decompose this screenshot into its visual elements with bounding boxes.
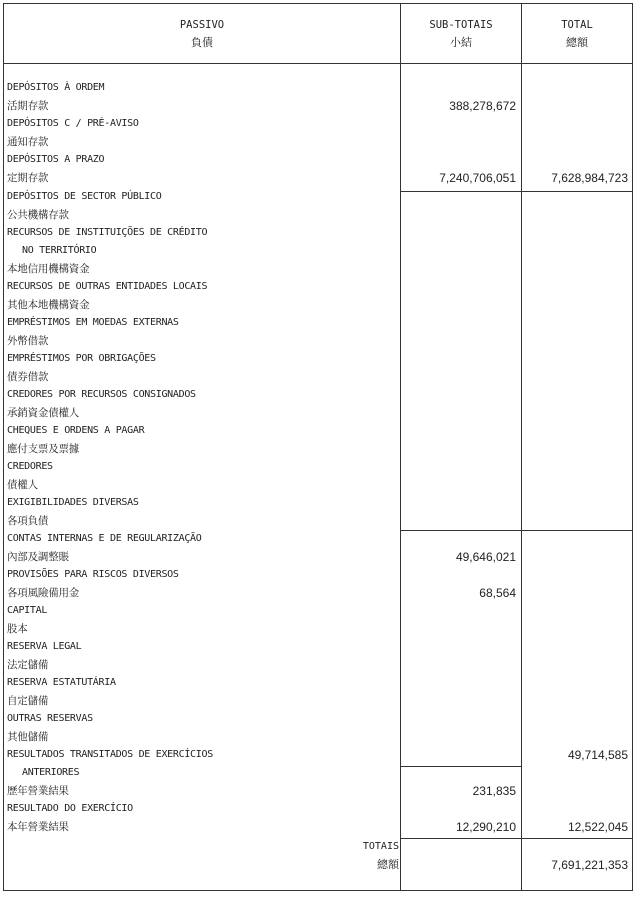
header-total-pt: TOTAL	[561, 18, 593, 31]
label-emprestimos-obrig-cn: 債券借款	[7, 371, 49, 383]
label-reserva-estat-pt: RESERVA ESTATUTÁRIA	[7, 677, 116, 688]
label-resultado-ex-pt: RESULTADO DO EXERCÍCIO	[7, 803, 133, 814]
label-cheques-pt: CHEQUES E ORDENS A PAGAR	[7, 425, 145, 436]
column-divider-1	[400, 4, 401, 890]
label-contas-internas-cn: 內部及調整賬	[7, 551, 69, 563]
header-passivo-pt: PASSIVO	[179, 18, 225, 31]
label-recursos-locais-cn: 其他本地機構資金	[7, 299, 90, 311]
label-reserva-legal-pt: RESERVA LEGAL	[7, 641, 82, 652]
label-provisoes-cn: 各項風險備用金	[7, 587, 80, 599]
label-resultados-trans-cn: 歷年營業結果	[7, 785, 69, 797]
label-outras-res-pt: OUTRAS RESERVAS	[7, 713, 93, 724]
subtotal-provisoes: 68,564	[479, 586, 516, 600]
balance-sheet-passivo	[3, 3, 633, 891]
label-credores-pt: CREDORES	[7, 461, 53, 472]
label-recursos-credito-pt: RECURSOS DE INSTITUIÇÕES DE CRÉDITO	[7, 227, 208, 238]
header-rule	[4, 63, 632, 64]
label-recursos-credito-cn: 本地信用機構資金	[7, 263, 90, 275]
subtotal-depositos-ordem: 388,278,672	[449, 99, 516, 113]
total-resultados-trans: 49,714,585	[567, 748, 628, 762]
subtotal-resultados-trans: 231,835	[472, 784, 516, 798]
total-resultado-ex: 12,522,045	[567, 820, 628, 834]
label-reserva-estat-cn: 自定儲備	[7, 695, 49, 707]
label-emprestimos-moedas-pt: EMPRÉSTIMOS EM MOEDAS EXTERNAS	[7, 317, 179, 328]
label-cheques-cn: 應付支票及票據	[7, 443, 80, 455]
label-recursos-locais-pt: RECURSOS DE OUTRAS ENTIDADES LOCAIS	[7, 281, 208, 292]
label-resultados-trans-pt2: ANTERIORES	[22, 767, 80, 778]
label-resultado-ex-cn: 本年營業結果	[7, 821, 69, 833]
header-passivo-cn: 負債	[191, 35, 213, 49]
label-depositos-ordem-cn: 活期存款	[7, 100, 49, 112]
label-exigib-pt: EXIGIBILIDADES DIVERSAS	[7, 497, 139, 508]
label-provisoes-pt: PROVISÕES PARA RISCOS DIVERSOS	[7, 569, 179, 580]
label-reserva-legal-cn: 法定儲備	[7, 659, 49, 671]
label-recursos-credito-pt2: NO TERRITÓRIO	[22, 245, 97, 256]
subtotal-depositos-prazo: 7,240,706,051	[439, 171, 516, 185]
label-credores-consig-cn: 承銷資金債權人	[7, 407, 80, 419]
label-emprestimos-obrig-pt: EMPRÉSTIMOS POR OBRIGAÇÕES	[7, 353, 156, 364]
totals-value: 7,691,221,353	[551, 858, 628, 872]
label-depositos-prazo-pt: DEPÓSITOS A PRAZO	[7, 154, 105, 165]
label-credores-cn: 債權人	[7, 479, 38, 491]
totals-label-cn: 總額	[377, 858, 399, 871]
header-total	[522, 4, 632, 63]
label-sector-publico-pt: DEPÓSITOS DE SECTOR PÚBLICO	[7, 191, 162, 202]
label-capital-cn: 股本	[7, 623, 28, 635]
label-exigib-cn: 各項負債	[7, 515, 49, 527]
label-sector-publico-cn: 公共機構存款	[7, 209, 69, 221]
totals-rule	[400, 838, 632, 839]
section-rule-contas	[400, 530, 632, 531]
label-depositos-prazo-cn: 定期存款	[7, 172, 49, 184]
label-outras-res-cn: 其他儲備	[7, 731, 49, 743]
subtotal-resultado-ex: 12,290,210	[455, 820, 516, 834]
header-passivo	[4, 4, 400, 63]
label-resultados-trans-pt: RESULTADOS TRANSITADOS DE EXERCÍCIOS	[7, 749, 213, 760]
total-depositos: 7,628,984,723	[551, 171, 628, 185]
header-subtotais-pt: SUB-TOTAIS	[429, 18, 493, 31]
label-depositos-ordem-pt: DEPÓSITOS À ORDEM	[7, 82, 105, 93]
label-capital-pt: CAPITAL	[7, 605, 48, 616]
subtotal-rule-resultados	[400, 766, 521, 767]
label-contas-internas-pt: CONTAS INTERNAS E DE REGULARIZAÇÃO	[7, 533, 202, 544]
subtotal-rule-depositos	[400, 191, 632, 192]
label-depositos-aviso-cn: 通知存款	[7, 136, 49, 148]
header-subtotais	[401, 4, 521, 63]
header-subtotais-cn: 小結	[450, 35, 472, 49]
label-depositos-aviso-pt: DEPÓSITOS C / PRÉ-AVISO	[7, 118, 139, 129]
header-total-cn: 總額	[566, 35, 588, 49]
subtotal-contas-internas: 49,646,021	[455, 550, 516, 564]
totals-label-pt: TOTAIS	[362, 841, 399, 852]
label-emprestimos-moedas-cn: 外幣借款	[7, 335, 49, 347]
label-credores-consig-pt: CREDORES POR RECURSOS CONSIGNADOS	[7, 389, 196, 400]
